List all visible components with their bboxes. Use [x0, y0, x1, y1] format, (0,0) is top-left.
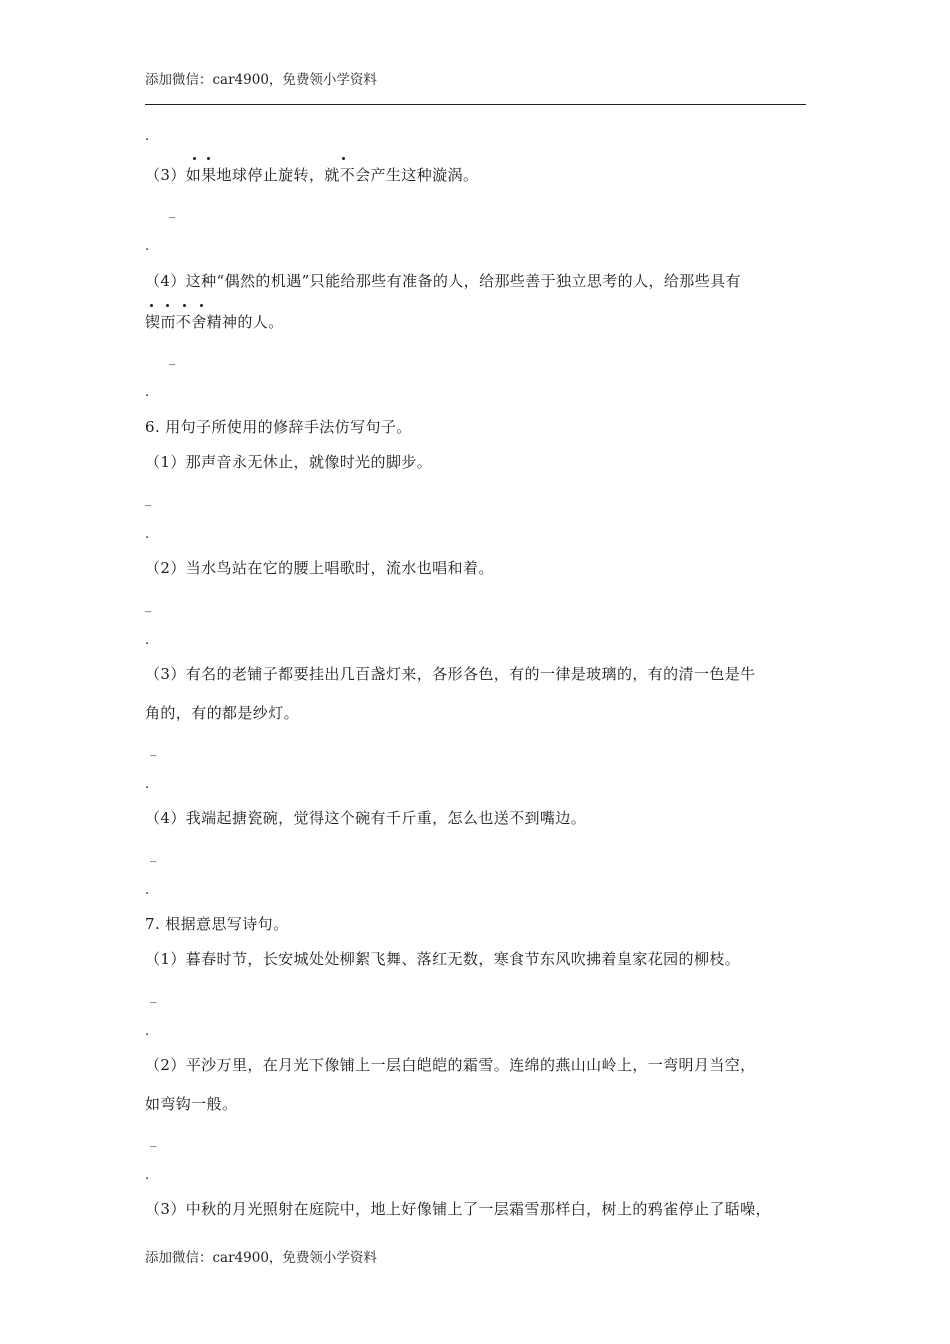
q7-item-2-line-2: 如弯钩一般。 [145, 1095, 238, 1113]
page-footer: 添加微信：car4900，免费领小学资料 [145, 1250, 377, 1266]
emphasis-dot [342, 157, 345, 160]
q6-item-1: （1）那声音永无休止，就像时光的脚步。 [145, 453, 433, 471]
answer-line-mark: . [145, 883, 150, 898]
q7-item-1: （1）暮春时节，长安城处处柳絮飞舞、落红无数，寒食节东风吹拂着皇家花园的柳枝。 [145, 950, 741, 968]
answer-line-mark: _ [169, 351, 176, 366]
q7-item-3: （3）中秋的月光照射在庭院中，地上好像铺上了一层霜雪那样白，树上的鸦雀停止了聒噪， [145, 1200, 771, 1218]
emphasis-dot [166, 304, 169, 307]
answer-line-mark: . [145, 385, 150, 400]
answer-line-mark: _ [150, 848, 157, 863]
q6-item-3-line-1: （3）有名的老铺子都要挂出几百盏灯来，各形各色，有的一律是玻璃的，有的清一色是牛 [145, 665, 756, 683]
answer-line-mark: _ [150, 742, 157, 757]
emphasis-dot [207, 157, 210, 160]
emphasis-dot [200, 304, 203, 307]
answer-line-mark: . [145, 633, 150, 648]
q7-item-2-line-1: （2）平沙万里，在月光下像铺上一层白皑皑的霜雪。连绵的燕山山岭上，一弯明月当空， [145, 1056, 756, 1074]
emphasis-dot [150, 304, 153, 307]
header-divider [145, 104, 806, 105]
q7-title: 7. 根据意思写诗句。 [145, 915, 289, 933]
answer-line-mark: _ [145, 492, 152, 507]
q6-item-2: （2）当水鸟站在它的腰上唱歌时，流水也唱和着。 [145, 559, 494, 577]
emphasis-dot [183, 304, 186, 307]
answer-line-mark: _ [169, 204, 176, 219]
q5-item-4-line-2: 锲而不舍精神的人。 [145, 313, 284, 331]
emphasis-dot [193, 157, 196, 160]
page-header: 添加微信：car4900，免费领小学资料 [145, 72, 377, 88]
q6-item-4: （4）我端起搪瓷碗，觉得这个碗有千斤重，怎么也送不到嘴边。 [145, 809, 587, 827]
q5-item-4-line-1: （4）这种“偶然的机遇”只能给那些有准备的人，给那些善于独立思考的人，给那些具有 [145, 272, 741, 290]
answer-line-mark: . [145, 1168, 150, 1183]
answer-line-mark: _ [150, 989, 157, 1004]
answer-line-mark: . [145, 527, 150, 542]
answer-line-mark: _ [145, 598, 152, 613]
answer-line-mark: . [145, 129, 150, 144]
q6-title: 6. 用句子所使用的修辞手法仿写句子。 [145, 418, 412, 436]
answer-line-mark: _ [150, 1133, 157, 1148]
answer-line-mark: . [145, 777, 150, 792]
q6-item-3-line-2: 角的，有的都是纱灯。 [145, 704, 300, 722]
answer-line-mark: . [145, 1024, 150, 1039]
answer-line-mark: . [145, 239, 150, 254]
q5-item-3: （3）如果地球停止旋转，就不会产生这种漩涡。 [145, 166, 479, 184]
